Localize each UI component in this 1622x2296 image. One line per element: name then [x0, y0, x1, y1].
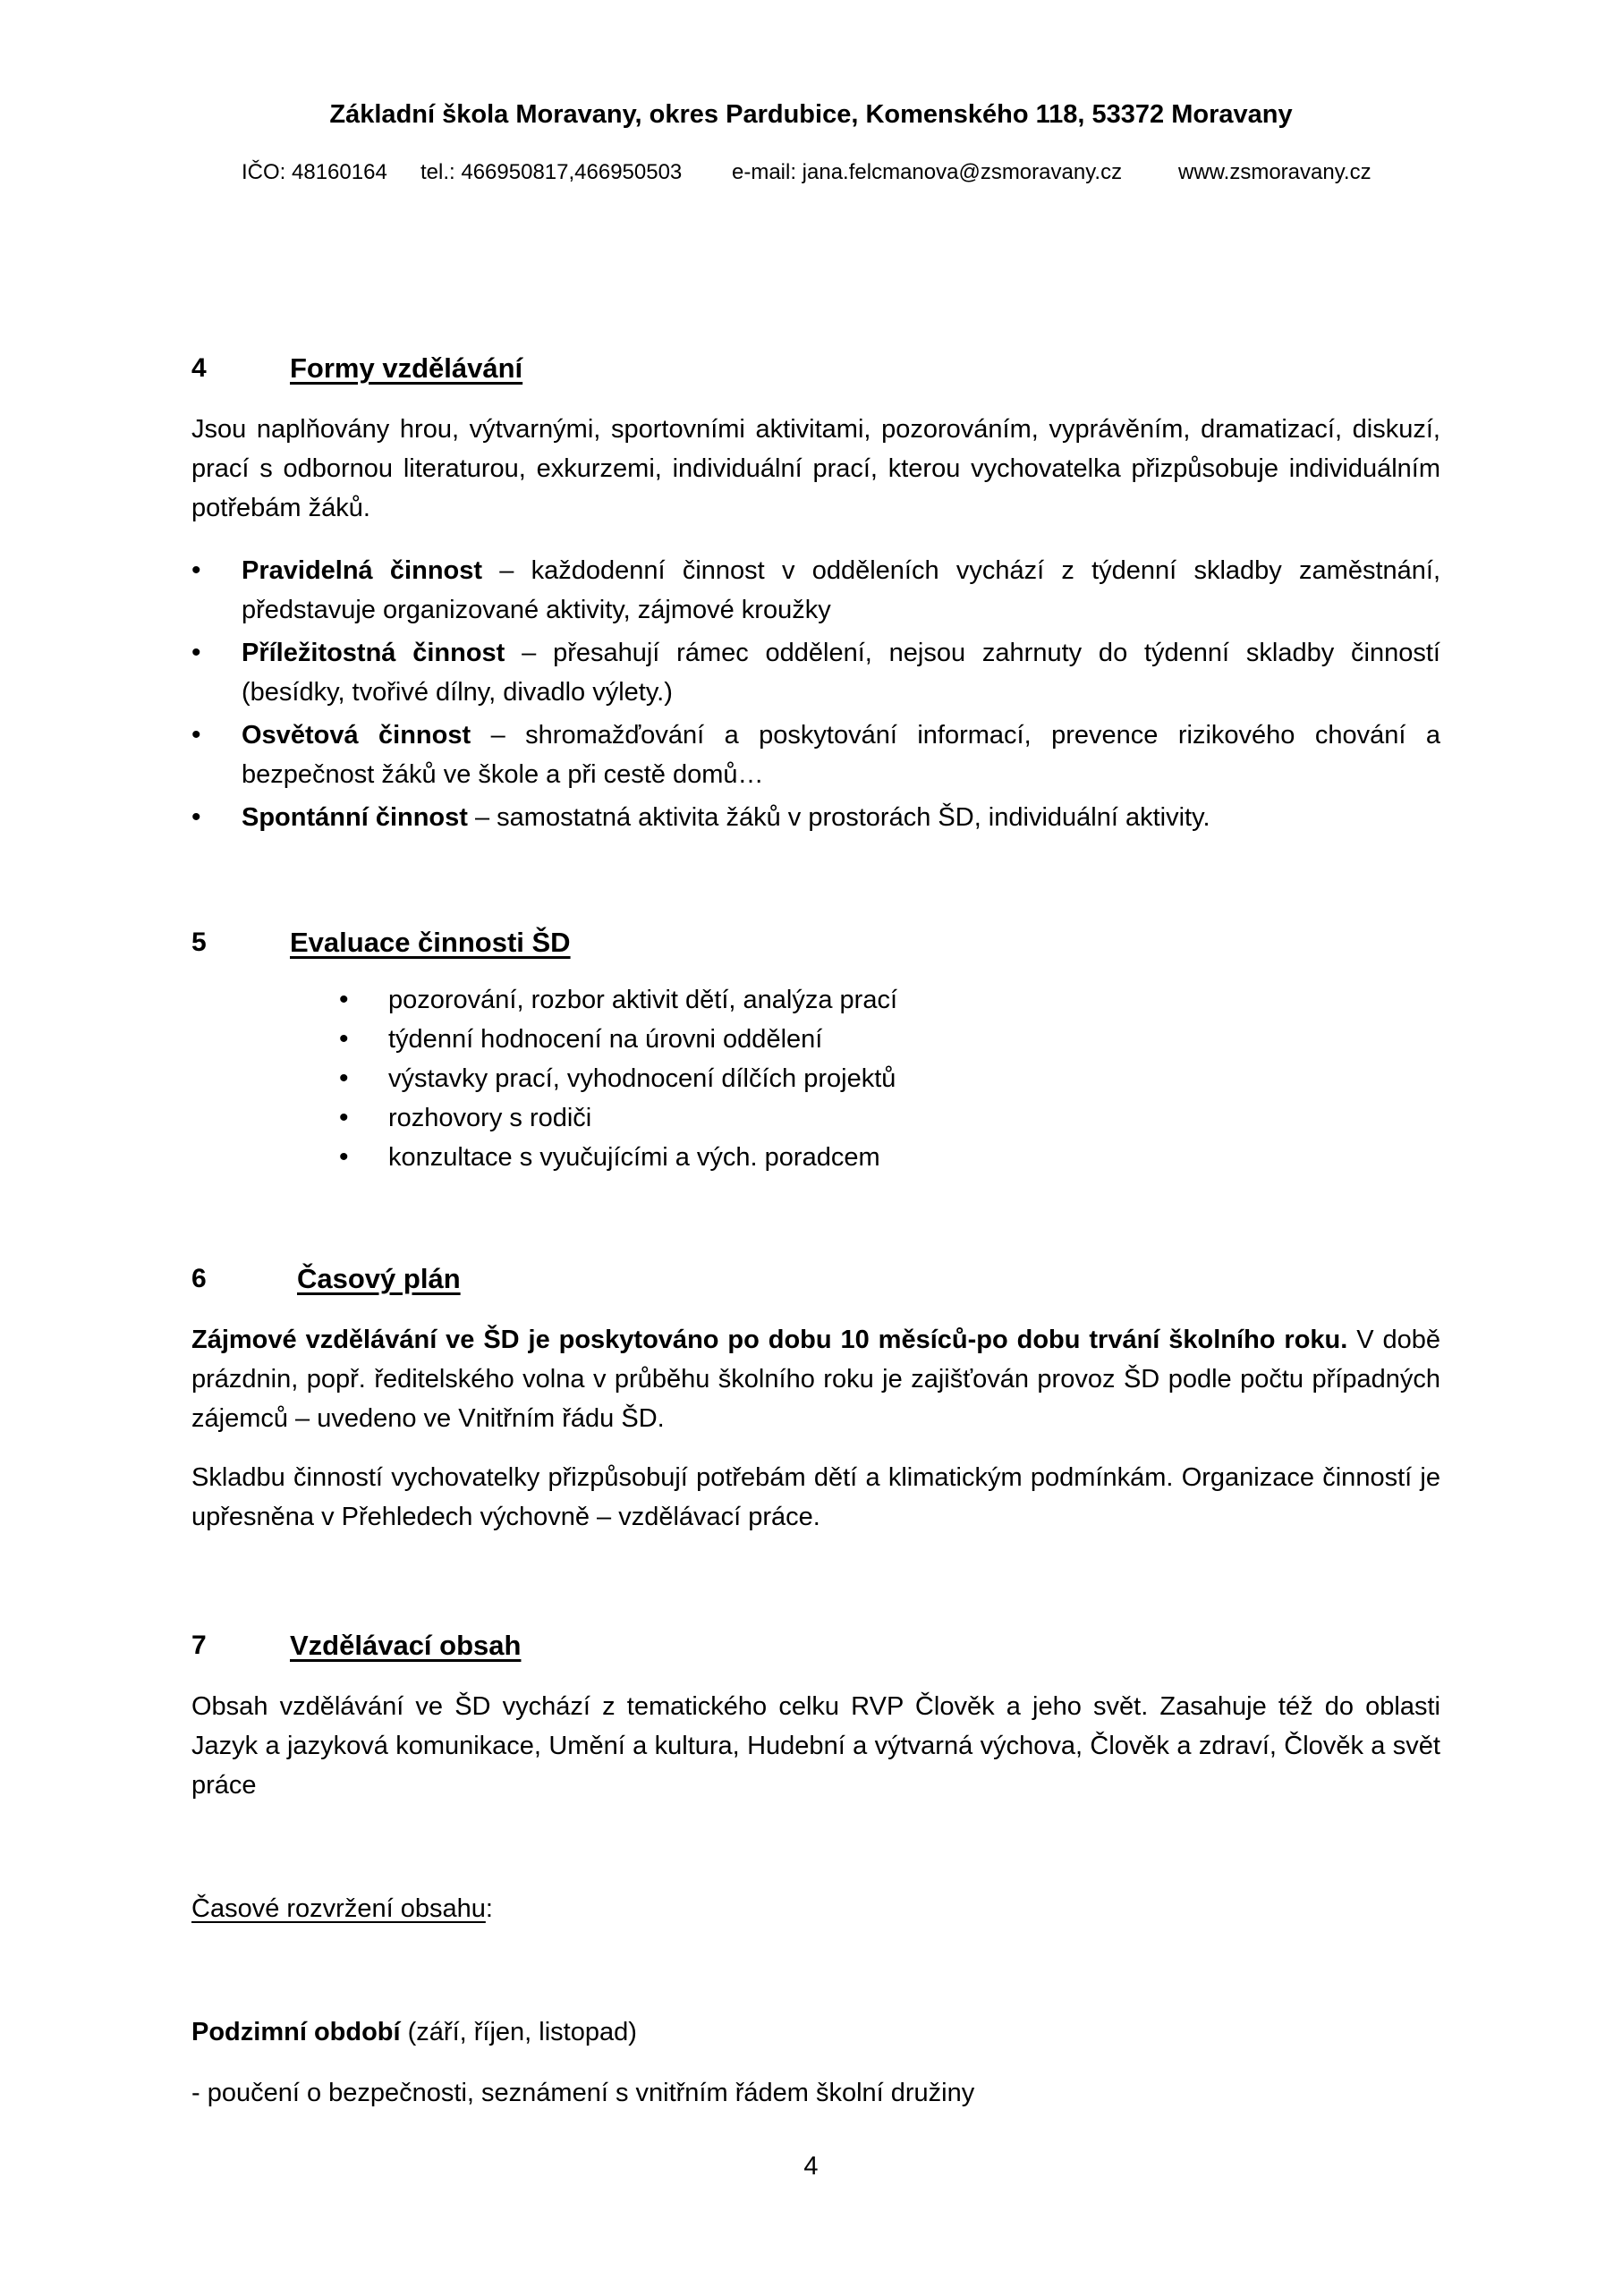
bullet-icon: •: [339, 985, 349, 1014]
bullet-icon: •: [191, 802, 201, 832]
section-formy-vzdelavani: [191, 349, 1440, 841]
section-title: Časový plán: [297, 1263, 461, 1294]
content-paragraph: Obsah vzdělávání ve ŠD vychází z tematického celku RVP Člověk a jeho svět. Zasahuje též do oblasti Jazyk a jazyková komunikace, Umění a kultura, Hudební a výtvarná výchova, Člověk a zdraví, Člověk a svět práce: [191, 1692, 1440, 1800]
list-item: [191, 798, 1440, 837]
list-item: • pozorování, rozbor aktivit dětí, analýza prací: [191, 980, 1440, 1020]
autumn-months: (září, říjen, listopad): [400, 2018, 637, 2046]
list-item: [191, 633, 1440, 712]
bullet-icon: •: [339, 1063, 349, 1093]
item-term: Příležitostná činnost: [242, 639, 505, 667]
bullet-icon: •: [339, 1103, 349, 1132]
list-item: • konzultace s vyučujícími a vých. poradcem: [191, 1138, 1440, 1177]
list-item: [191, 716, 1440, 794]
section-vzdelavaci-obsah: [191, 1626, 1440, 2113]
school-header: Základní škola Moravany, okres Pardubice, Komenského 118, 53372 Moravany: [329, 100, 1293, 129]
schedule-heading: Časové rozvržení obsahu:: [191, 1894, 493, 1923]
section-title: Formy vzdělávání: [290, 352, 523, 384]
item-term: Pravidelná činnost: [242, 556, 483, 585]
item-term: Spontánní činnost: [242, 803, 468, 832]
section-title: Evaluace činnosti ŠD: [290, 927, 571, 958]
bullet-icon: •: [191, 720, 201, 750]
schedule-label: Časové rozvržení obsahu: [191, 1894, 486, 1923]
item-text: – samostatná aktivita žáků v prostorách ŠD, individuální aktivity.: [467, 803, 1210, 832]
bullet-icon: •: [339, 1142, 349, 1172]
ico-number: IČO: 48160164: [242, 160, 387, 184]
section-casovy-plan: [191, 1259, 1440, 1537]
bullet-icon: •: [191, 555, 201, 585]
section-number: 4: [191, 353, 207, 383]
phone-numbers: tel.: 466950817,466950503: [420, 160, 683, 184]
list-item: • výstavky prací, vyhodnocení dílčích projektů: [191, 1059, 1440, 1098]
section-evaluace: [191, 923, 1440, 1177]
section-title: Vzdělávací obsah: [290, 1630, 522, 1661]
list-item: [191, 551, 1440, 630]
email-address[interactable]: e-mail: jana.felcmanova@zsmoravany.cz: [732, 160, 1123, 184]
section-number: 7: [191, 1631, 207, 1660]
plan-paragraph: [191, 1320, 1440, 1438]
section-intro: Jsou naplňovány hrou, výtvarnými, sportovními aktivitami, pozorováním, vyprávěním, dramatizací, diskuzí, prací s odbornou literaturou, exkurzemi, individuální prací, kterou vychovatelka přizpůsobuje individuálním potřebám žáků.: [191, 415, 1440, 522]
website-link[interactable]: www.zsmoravany.cz: [1178, 160, 1371, 184]
bullet-icon: •: [191, 638, 201, 667]
item-text: – přesahují rámec oddělení, nejsou zahrnuty do týdenní skladby činností (besídky, tvořivé dílny, divadlo výlety.): [242, 639, 1440, 707]
list-item: • rozhovory s rodiči: [191, 1098, 1440, 1138]
item-term: Osvětová činnost: [242, 721, 471, 750]
evaluation-list: [191, 980, 1440, 1177]
forms-list: [191, 551, 1440, 837]
autumn-item: - poučení o bezpečnosti, seznámení s vnitřním řádem školní družiny: [191, 2079, 975, 2107]
item-text: – každodenní činnost v odděleních vychází z týdenní skladby zaměstnání, představuje organizované aktivity, zájmové kroužky: [242, 556, 1441, 624]
autumn-heading: [191, 2012, 1440, 2052]
list-item: • týdenní hodnocení na úrovni oddělení: [191, 1020, 1440, 1059]
plan-paragraph-2: Skladbu činností vychovatelky přizpůsobují potřebám dětí a klimatickým podmínkám. Organizace činností je upřesněna v Přehledech výchovně – vzdělávací práce.: [191, 1463, 1440, 1531]
page-number: 4: [803, 2152, 819, 2181]
autumn-label: Podzimní období: [191, 2018, 401, 2046]
section-number: 6: [191, 1264, 207, 1293]
section-number: 5: [191, 928, 207, 957]
plan-emphasis: Zájmové vzdělávání ve ŠD je poskytováno po dobu 10 měsíců-po dobu trvání školního roku.: [191, 1326, 1348, 1354]
bullet-icon: •: [339, 1024, 349, 1054]
item-text: – shromažďování a poskytování informací, prevence rizikového chování a bezpečnost žáků ve škole a při cestě domů…: [242, 721, 1440, 789]
plan-rest: V době prázdnin, popř. ředitelského volna v průběhu školního roku je zajišťován provoz ŠD podle počtu případných zájemců – uvedeno ve Vnitřním řádu ŠD.: [191, 1326, 1440, 1433]
